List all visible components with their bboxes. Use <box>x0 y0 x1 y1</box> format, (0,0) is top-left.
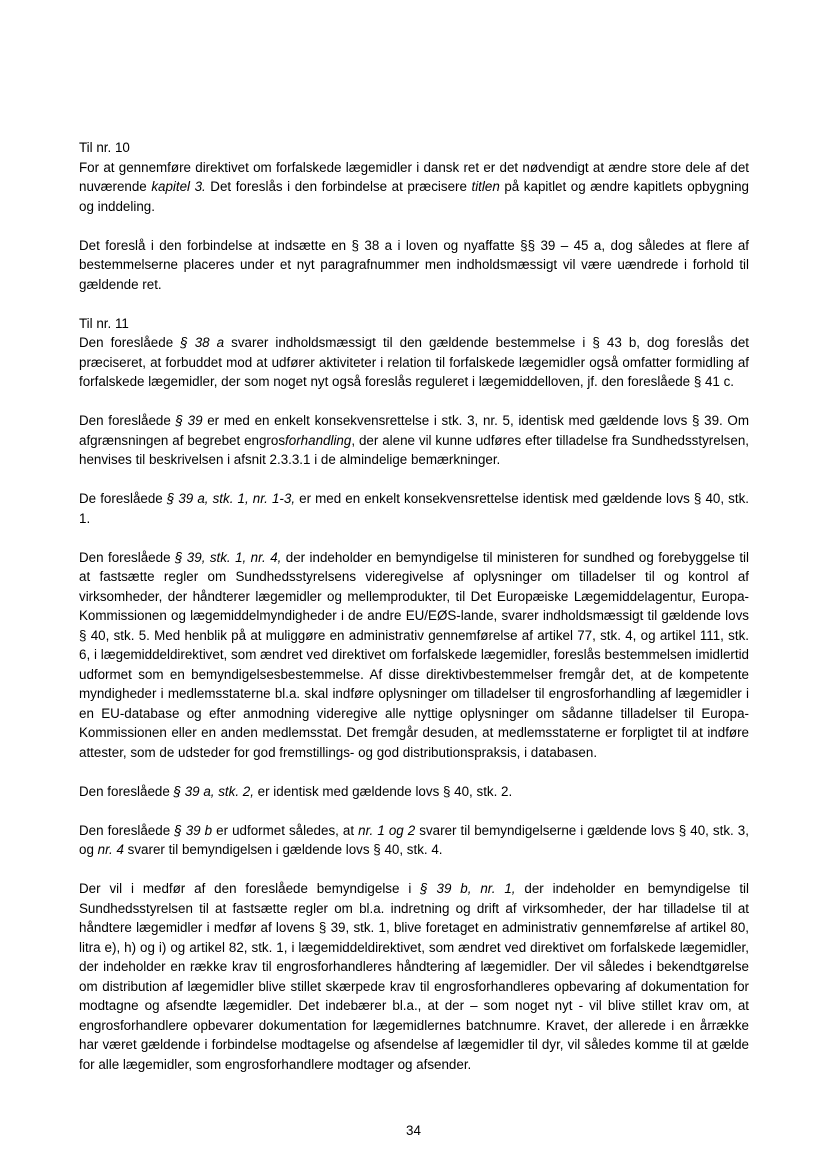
emphasized-text: kapitel 3. <box>151 179 206 194</box>
emphasized-text: § 39, stk. 1, nr. 4, <box>174 549 282 565</box>
emphasized-text: forhandling <box>285 432 352 448</box>
text-run: , der alene vil kunne udføres efter tilladelse fra Sundhedsstyrelsen, henvises til beskrivelsen i afsnit 2.3.3.1 i de almindelige bemærkninger. <box>79 432 749 467</box>
emphasized-text: titlen <box>471 179 500 194</box>
text-run: er med en enkelt konsekvensrettelse i stk. 3, nr. 5, identisk med gældende lovs § 39. Om afgrænsningen af begrebet engros <box>79 413 749 448</box>
text-run: De foreslåede <box>79 491 167 506</box>
paragraph <box>79 236 749 295</box>
text-run: Til nr. 10 <box>79 140 130 155</box>
emphasized-text: § 38 a <box>180 335 225 350</box>
text-run: der indeholder en bemyndigelse til ministeren for sundhed og forebyggelse til at fastsætte regler om Sundhedsstyrelsens videregivelse af oplysninger om tilladelser til og kontrol af virksomheder, der håndterer lægemidler og mellemprodukter, til Det Europæiske Lægemiddelagentur, Europa-Kommissionen og lægemiddelmyndigheder i de andre EU/EØS-lande, svarer indholdsmæssigt til gældende lovs § 40, stk. 5. Med henblik på at muliggøre en administrativ gennemførelse af artikel 77, stk. 4, og artikel 111, stk. 6, i lægemiddeldirektivet, som ændret ved direktivet om forfalskede lægemidler, foreslås bestemmelsen imidlertid udformet som en bemyndigelsesbestemmelse. Af disse direktivbestemmelser fremgår det, at de kompetente myndigheder i medlemsstaterne bl.a. skal indføre oplysninger om tilladelser til engrosforhandling af lægemidler i en EU-database og efter anmodning videregive alle nyttige oplysninger om sådanne tilladelser til Europa-Kommissionen eller en anden medlemsstat. Det fremgår desuden, at medlemsstaterne er forpligtet til at indføre attester, som de udsteder for god fremstillings- og god distributionspraksis, i databasen. <box>79 549 749 760</box>
paragraph <box>79 782 749 802</box>
emphasized-text: nr. 4 <box>97 842 124 857</box>
paragraph <box>79 411 749 470</box>
paragraph <box>79 548 749 763</box>
text-run: svarer indholdsmæssigt til den gældende bestemmelse i § 43 b, dog foreslås det præciseret, at forbuddet mod at udfører aktiviteter i relation til forfalskede lægemidler også omfatter formidling af forfalskede lægemidler, der som noget nyt også foreslås reguleret i lægemiddelloven, jf. den foreslåede § 41 c. <box>79 335 749 389</box>
text-run: Det foreslås i den forbindelse at præcisere <box>205 179 472 194</box>
text-run: er udformet således, at <box>212 822 359 838</box>
paragraph <box>79 138 749 216</box>
paragraph <box>79 879 749 1074</box>
document-body <box>79 138 749 1094</box>
paragraph <box>79 489 749 528</box>
text-run: Den foreslåede <box>79 335 181 350</box>
text-run: svarer til bemyndigelsen i gældende lovs § 40, stk. 4. <box>123 842 443 857</box>
emphasized-text: § 39 a, stk. 1, nr. 1-3, <box>166 491 296 506</box>
paragraph <box>79 314 749 392</box>
text-run: Der vil i medfør af den foreslåede bemyndigelse i <box>79 881 421 896</box>
emphasized-text: nr. 1 og 2 <box>358 822 416 838</box>
text-run: Den foreslåede <box>79 549 175 565</box>
text-run: på kapitlet og ændre kapitlets opbygning og inddeling. <box>79 179 749 214</box>
text-run: Det foreslå i den forbindelse at indsætte en § 38 a i loven og nyaffatte §§ 39 – 45 a, dog således at flere af bestemmelserne placeres under et nyt paragrafnummer men indholdsmæssigt vil være uændrede i forhold til gældende ret. <box>79 237 749 292</box>
emphasized-text: § 39 <box>175 413 203 428</box>
emphasized-text: § 39 a, stk. 2, <box>173 783 254 799</box>
text-run: Den foreslåede <box>79 783 174 799</box>
text-run: er identisk med gældende lovs § 40, stk. 2. <box>253 783 513 799</box>
text-run: svarer til bemyndigelserne i gældende lovs § 40, stk. 3, og <box>79 822 749 857</box>
text-run: der indeholder en bemyndigelse til Sundhedsstyrelsen til at fastsætte regler om bl.a. indretning og drift af virksomheder, der har tilladelse til at håndtere lægemidler i medfør af lovens § 39, stk. 1, blive foretaget en administrativ gennemførelse af artikel 80, litra e), h) og i) og artikel 82, stk. 1, i lægemiddeldirektivet, som ændret ved direktivet om forfalskede lægemidler, der indeholder en række krav til engrosforhandleres håndtering af lægemidler. Der vil således i bekendtgørelse om distribution af lægemidler blive stillet skærpede krav til engrosforhandleres opbevaring af dokumentation for modtagne og afsendte lægemidler. Det indebærer bl.a., at der – som noget nyt - vil blive stillet krav om, at engrosforhandlere opbevarer dokumentation for lægemidlernes batchnumre. Kravet, der allerede i en årrække har været gældende i forbindelse modtagelse og afsendelse af lægemidler til dyr, vil således komme til at gælde for alle lægemidler, som engrosforhandlere modtager og afsender. <box>79 881 749 1072</box>
text-run: For at gennemføre direktivet om forfalskede lægemidler i dansk ret er det nødvendigt at ændre store dele af det nuværende <box>79 159 749 194</box>
page-number: 34 <box>406 1123 421 1138</box>
paragraph <box>79 821 749 860</box>
emphasized-text: § 39 b <box>174 822 213 838</box>
text-run: Til nr. 11 <box>79 315 129 331</box>
text-run: Den foreslåede <box>79 413 176 428</box>
emphasized-text: § 39 b, nr. 1, <box>420 881 516 896</box>
text-run: er med en enkelt konsekvensrettelse identisk med gældende lovs § 40, stk. 1. <box>79 491 749 526</box>
text-run: Den foreslåede <box>79 822 175 838</box>
